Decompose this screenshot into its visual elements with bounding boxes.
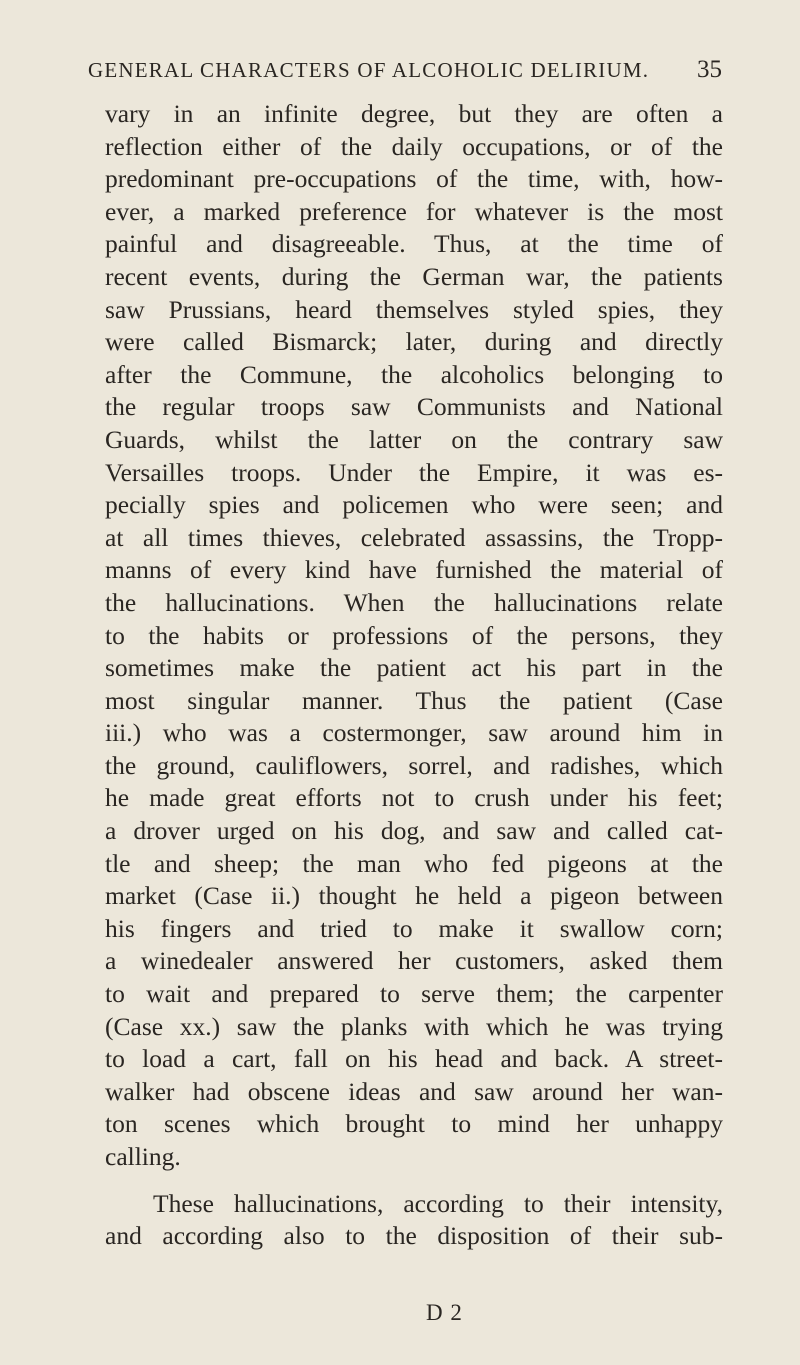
text-line: and according also to the disposition of their sub- [105, 1221, 723, 1251]
text-line: sometimes make the patient act his part in the [105, 653, 723, 683]
text-line: vary in an infinite degree, but they are often a [105, 99, 723, 128]
text-line: a winedealer answered her customers, asked them [105, 946, 723, 976]
running-head [88, 56, 722, 92]
text-line: market (Case ii.) thought he held a pigeon between [105, 881, 723, 911]
text-line: to load a cart, fall on his head and back. A street- [105, 1044, 723, 1074]
text-line: recent events, during the German war, the patients [105, 261, 723, 291]
paragraph [105, 1188, 723, 1253]
text-line: walker had obscene ideas and saw around her wan- [105, 1076, 723, 1106]
text-line: ton scenes which brought to mind her unhappy [105, 1109, 723, 1139]
paragraph [105, 98, 723, 1174]
text-line: to the habits or professions of the persons, they [105, 620, 723, 650]
text-line: the ground, cauliflowers, sorrel, and radishes, which [105, 750, 723, 780]
text-line: painful and disagreeable. Thus, at the time of [105, 229, 723, 259]
text-line: ever, a marked preference for whatever is the most [105, 196, 723, 226]
text-line: Guards, whilst the latter on the contrary saw [105, 424, 723, 454]
text-line: a drover urged on his dog, and saw and called cat- [105, 816, 723, 846]
text-line: saw Prussians, heard themselves styled spies, they [105, 294, 723, 324]
text-line: were called Bismarck; later, during and directly [105, 327, 723, 357]
paragraph-gap [105, 1174, 723, 1188]
text-line: iii.) who was a costermonger, saw around him in [105, 718, 723, 748]
body-text [105, 98, 723, 1253]
text-line: calling. [105, 1142, 181, 1171]
page-number: 35 [697, 56, 722, 83]
text-line: most singular manner. Thus the patient (Case [105, 685, 723, 715]
text-line: (Case xx.) saw the planks with which he was trying [105, 1011, 723, 1041]
text-line: the regular troops saw Communists and National [105, 392, 723, 422]
text-line: to wait and prepared to serve them; the carpenter [105, 979, 723, 1009]
text-line: after the Commune, the alcoholics belonging to [105, 359, 723, 389]
text-line: reflection either of the daily occupations, or of the [105, 131, 723, 161]
text-line: pecially spies and policemen who were seen; and [105, 490, 723, 520]
signature-mark: D 2 [426, 1300, 463, 1325]
text-line: predominant pre-occupations of the time, with, how- [105, 164, 723, 194]
text-line: manns of every kind have furnished the material of [105, 555, 723, 585]
text-line: Versailles troops. Under the Empire, it was es- [105, 457, 723, 487]
text-line: tle and sheep; the man who fed pigeons at the [105, 848, 723, 878]
text-line: he made great efforts not to crush under his feet; [105, 783, 723, 813]
text-line: These hallucinations, according to their intensity, [153, 1188, 723, 1218]
text-line: the hallucinations. When the hallucinations relate [105, 587, 723, 617]
text-line: his fingers and tried to make it swallow corn; [105, 913, 723, 943]
running-title: GENERAL CHARACTERS OF ALCOHOLIC DELIRIUM. [88, 58, 650, 82]
text-line: at all times thieves, celebrated assassins, the Tropp- [105, 522, 723, 552]
